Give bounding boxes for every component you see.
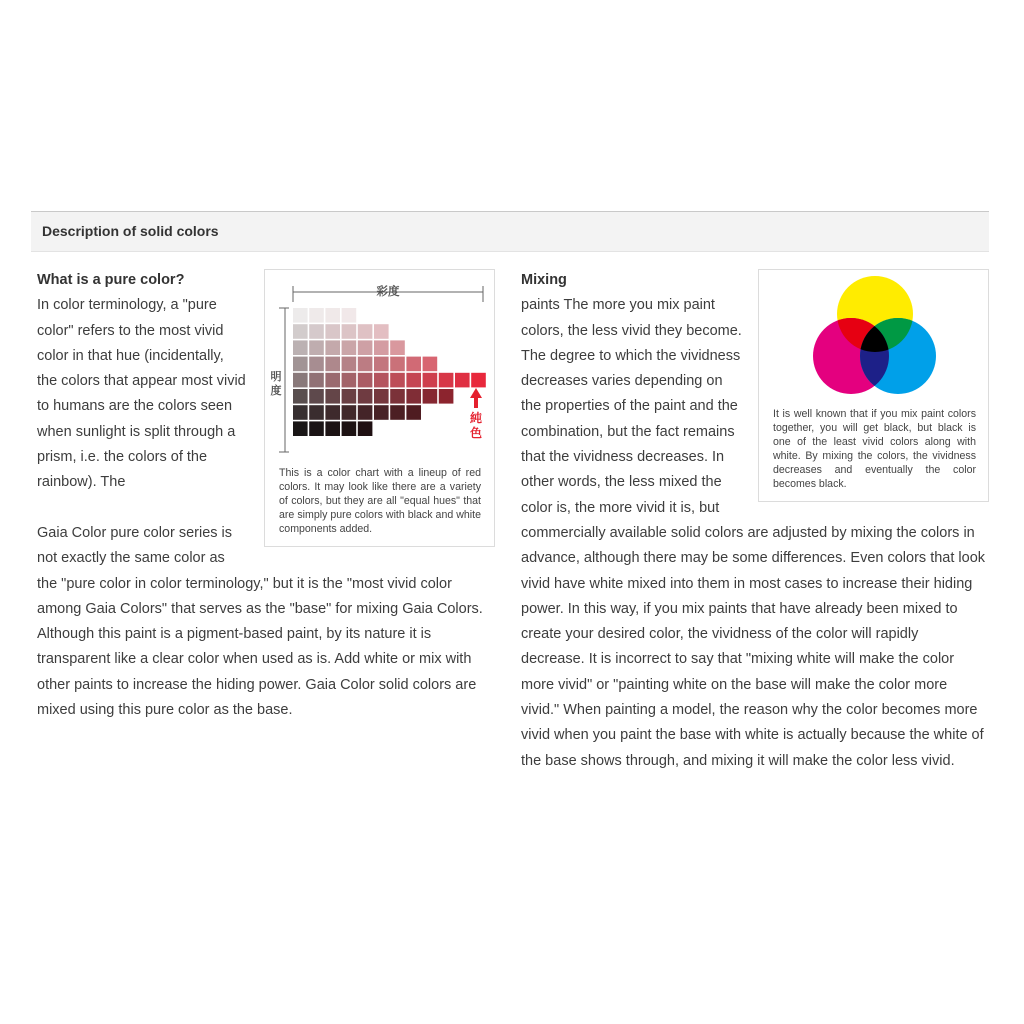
color-swatch [439, 389, 454, 404]
color-swatch [358, 340, 373, 355]
color-swatch [390, 373, 405, 388]
color-swatch [342, 340, 357, 355]
color-swatch [390, 357, 405, 372]
color-swatch [342, 389, 357, 404]
color-swatch [423, 357, 438, 372]
color-swatch [309, 357, 324, 372]
color-swatch [358, 324, 373, 339]
color-swatch [293, 389, 308, 404]
section-title: Description of solid colors [42, 223, 219, 239]
color-swatch [471, 373, 486, 388]
mixing-paragraph: paints The more you mix paint colors, the less vivid they become. The degree to which the vividness decreases varies depending on the properties of the paint and the combination, but the fact remains that the vividness decreases. In other words, the less mixed the color is, the more vivid it is, but commercially available solid colors are adjusted by mixing the colors in advance, although there may be some differences. Even colors that look vivid have white mixed into them in most cases to increase their hiding power. In this way, if you mix paints that have already been mixed to create your desired color, the vividness of the color will rapidly decrease. It is incorrect to say that "mixing white will make the color more vivid" or "painting white on the base will make the color more vivid." When painting a model, the reason why the color becomes more vivid when you paint the base with white is actually because the white of the base shows through, and mixing it will make the color less vivid. [521, 297, 986, 769]
color-swatch [309, 389, 324, 404]
color-swatch [325, 373, 340, 388]
color-swatch [374, 405, 389, 420]
chart-grid [293, 308, 486, 436]
color-swatch [358, 373, 373, 388]
color-swatch [358, 421, 373, 436]
lightness-label-2: 度 [270, 384, 282, 397]
color-swatch [293, 340, 308, 355]
color-swatch [325, 308, 340, 323]
color-swatch [325, 405, 340, 420]
color-swatch [358, 389, 373, 404]
color-swatch [293, 421, 308, 436]
color-swatch [293, 324, 308, 339]
saturation-label: 彩度 [376, 284, 400, 298]
color-swatch [406, 389, 421, 404]
color-mixing-figure [758, 269, 989, 502]
color-swatch [342, 373, 357, 388]
color-swatch [309, 324, 324, 339]
color-swatch [293, 308, 308, 323]
color-swatch [390, 389, 405, 404]
color-swatch [342, 308, 357, 323]
pure-color-column [37, 268, 494, 723]
pure-color-paragraph-2: Gaia Color pure color series is not exactly the same color as the "pure color in color terminology," but it is the "most vivid color among Gaia Colors" that serves as the "base" for mixing Gaia Colors. Although this paint is a pigment-based paint, by its nature it is transparent like a clear color when used as is. Add white or mix with other paints to increase the hiding power. Gaia Color solid colors are mixed using this pure color as the base. [37, 524, 483, 719]
color-swatch [309, 308, 324, 323]
color-swatch [423, 389, 438, 404]
color-swatch [342, 324, 357, 339]
color-swatch [406, 357, 421, 372]
color-swatch [374, 389, 389, 404]
color-swatch [342, 421, 357, 436]
color-swatch [309, 340, 324, 355]
color-swatch [325, 340, 340, 355]
color-swatch [342, 405, 357, 420]
color-swatch [325, 421, 340, 436]
color-swatch [374, 373, 389, 388]
lightness-label-1: 明 [270, 370, 282, 383]
red-color-chart [265, 270, 494, 460]
color-swatch [390, 405, 405, 420]
mixing-column [521, 268, 986, 774]
color-swatch [358, 405, 373, 420]
color-swatch [374, 340, 389, 355]
mixing-caption: It is well known that if you mix paint colors together, you will get black, but black is one of the least vivid colors along with white. By mixing the colors, the vividness decreases and eventually the color becomes black. [773, 408, 976, 490]
red-chart-caption: This is a color chart with a lineup of red colors. It may look like there are a variety of colors, but they are all "equal hues" that are simply pure colors with black and white components added. [279, 467, 481, 535]
color-swatch [325, 357, 340, 372]
color-swatch [325, 324, 340, 339]
color-swatch [406, 405, 421, 420]
color-swatch [374, 357, 389, 372]
pure-color-paragraph-1: In color terminology, a "pure color" refers to the most vivid color in that hue (incidentally, the colors that appear most vivid to humans are the colors seen when sunlight is split through a prism, i.e. the colors of the rainbow). The [37, 297, 246, 491]
color-swatch [358, 357, 373, 372]
color-swatch [342, 357, 357, 372]
cmy-venn-diagram [759, 270, 988, 400]
red-color-chart-figure [264, 269, 495, 547]
color-swatch [325, 389, 340, 404]
color-swatch [293, 357, 308, 372]
pure-label-2: 色 [469, 426, 483, 440]
color-swatch [374, 324, 389, 339]
mixing-heading: Mixing [521, 272, 567, 288]
pure-color-heading: What is a pure color? [37, 272, 185, 288]
color-swatch [293, 373, 308, 388]
color-swatch [309, 405, 324, 420]
color-swatch [309, 421, 324, 436]
color-swatch [406, 373, 421, 388]
color-swatch [423, 373, 438, 388]
section-header [31, 211, 989, 252]
pure-label-1: 純 [469, 411, 483, 425]
color-swatch [390, 340, 405, 355]
color-swatch [455, 373, 470, 388]
color-swatch [439, 373, 454, 388]
pure-color-arrow [470, 388, 482, 408]
color-swatch [309, 373, 324, 388]
color-swatch [293, 405, 308, 420]
